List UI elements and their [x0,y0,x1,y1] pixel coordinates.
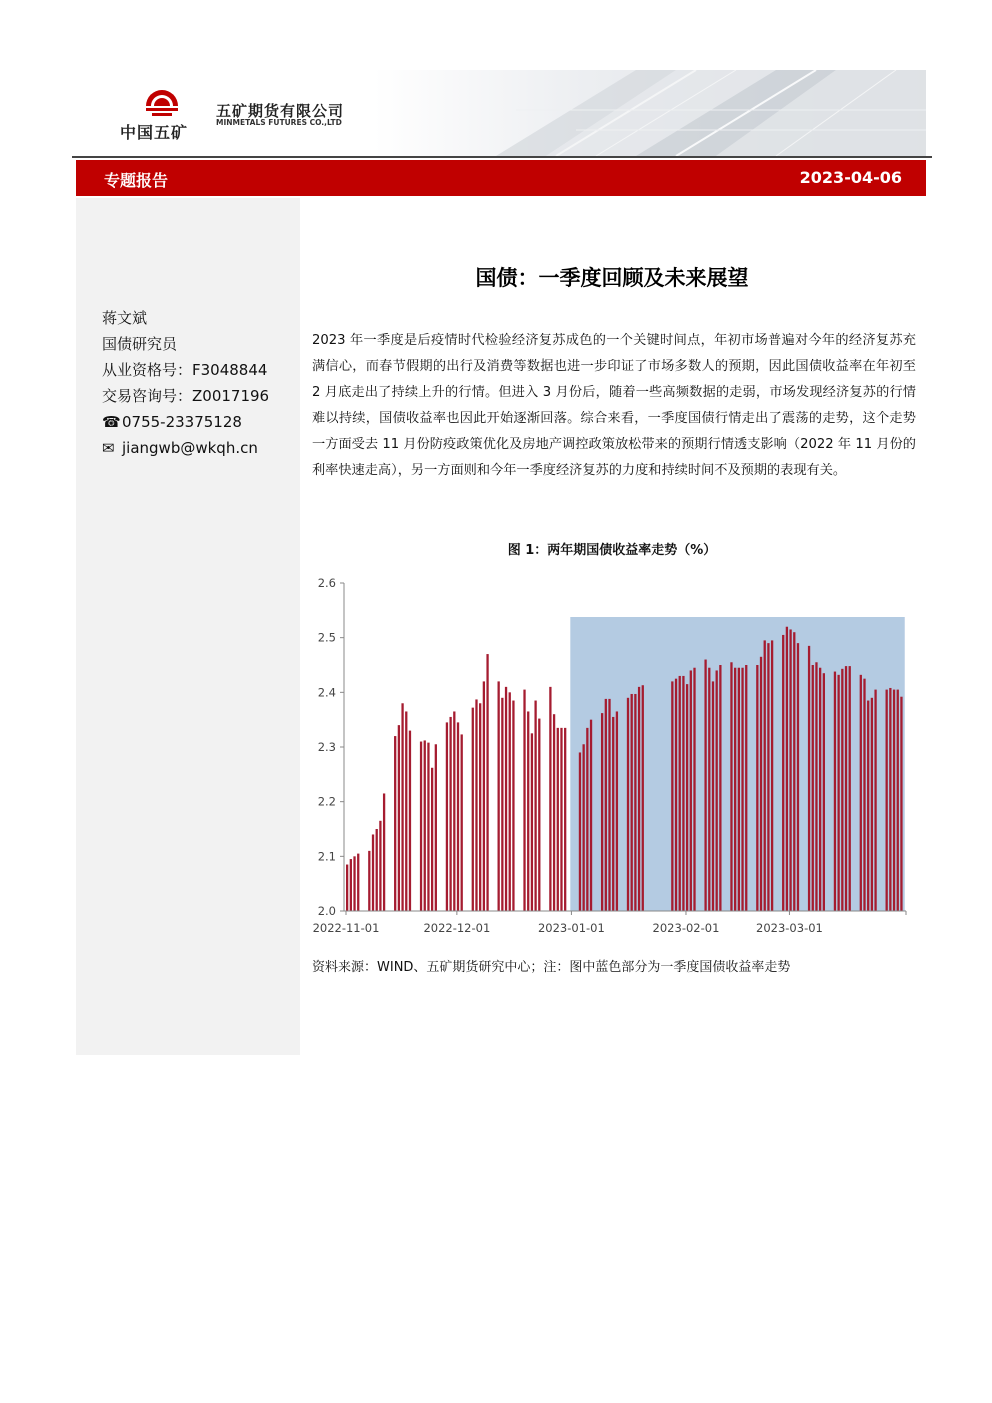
bar [679,676,681,911]
bar [897,690,899,911]
author-name: 蒋文斌 [102,309,148,327]
bar [808,646,810,911]
bar [457,722,459,911]
bar [401,703,403,911]
bar [767,643,769,911]
bar [686,684,688,911]
bar [616,711,618,911]
company-name-en: MINMETALS FUTURES CO.,LTD [216,118,342,127]
bar [405,711,407,911]
bar [716,670,718,911]
figure-title: 图 1：两年期国债收益率走势（%） [507,543,717,558]
bar [461,734,463,911]
bar [350,859,352,911]
bar [708,668,710,911]
phone-icon: ☎ [102,413,121,431]
author-phone-row [102,409,269,435]
bar [357,854,359,911]
bar [449,717,451,911]
bar [486,654,488,911]
figure-source: 资料来源：WIND、五矿期货研究中心；注：图中蓝色部分为一季度国债收益率走势 [312,960,791,975]
bar [738,668,740,911]
report-title: 国债：一季度回顾及未来展望 [475,266,749,290]
bar [712,681,714,911]
bar [560,728,562,911]
bar [834,672,836,911]
bar [501,698,503,911]
bar [849,666,851,911]
report-banner [76,160,926,196]
bar [523,690,525,911]
y-tick-label: 2.3 [317,740,336,754]
header-divider [72,156,932,158]
report-type: 专题报告 [104,171,169,190]
bar [586,728,588,911]
bar [760,657,762,911]
bar [893,690,895,911]
bar [531,733,533,911]
bar [479,703,481,911]
bar [837,675,839,911]
logo-text: 中国五矿 [120,123,189,142]
bar [553,714,555,911]
bar [590,720,592,911]
bar [420,742,422,911]
bar [409,731,411,911]
bar [812,665,814,911]
bar [538,719,540,911]
bar [682,676,684,911]
bar [601,713,603,911]
bar [557,728,559,911]
author-role: 国债研究员 [102,335,178,353]
bar [398,725,400,911]
bar [483,681,485,911]
bar [346,865,348,911]
bar [719,665,721,911]
bar [797,643,799,911]
bar [693,668,695,911]
bar [741,668,743,911]
bar [874,690,876,911]
bar [549,687,551,911]
building-background [76,70,926,156]
bar [372,834,374,911]
plot-area [313,576,906,935]
bar [704,660,706,911]
bar [871,698,873,911]
bar [427,743,429,911]
bar [527,711,529,911]
bar [793,632,795,911]
bar [612,717,614,911]
y-tick-label: 2.2 [317,794,336,809]
bar [789,629,791,911]
bar [583,744,585,911]
x-tick-label: 2022-11-01 [312,921,380,935]
bar [453,711,455,911]
bar [819,668,821,911]
bar [424,740,426,911]
bar [608,699,610,911]
bar [690,670,692,911]
bar [756,665,758,911]
envelope-icon: ✉ [102,439,115,457]
bar [845,666,847,911]
author-email-row [102,435,269,461]
bar [446,722,448,911]
author-info [102,305,269,461]
bar [823,673,825,911]
bar [509,692,511,911]
bar [379,821,381,911]
x-tick-label: 2023-01-01 [537,921,605,935]
author-consulting-id: 交易咨询号：Z0017196 [102,387,270,405]
bar [671,681,673,911]
yield-bar-chart [300,565,920,950]
report-date: 2023-04-06 [799,168,902,187]
bar [383,793,385,911]
bar [745,665,747,911]
bar [605,699,607,911]
bar [505,687,507,911]
author-email[interactable]: jiangwb@wkqh.cn [122,439,258,457]
bar [863,679,865,911]
bar [475,699,477,911]
bar [394,736,396,911]
bar [860,675,862,911]
y-tick-label: 2.1 [317,849,336,864]
bar [786,627,788,911]
company-name-cn: 五矿期货有限公司 [216,102,345,120]
bar [771,640,773,911]
bar [376,829,378,911]
bar [579,752,581,911]
bar [435,744,437,911]
bar [782,635,784,911]
bar [634,694,636,911]
bar [472,708,474,911]
y-tick-label: 2.0 [317,904,336,918]
bar [534,701,536,911]
author-phone: 0755-23375128 [122,413,242,431]
bar [638,687,640,911]
bar [764,640,766,911]
bar [353,856,355,911]
bar [631,694,633,911]
y-tick-label: 2.4 [317,685,336,700]
bar [730,662,732,911]
bar [368,851,370,911]
minmetals-logo-icon [142,84,182,120]
report-paragraph: 2023 年一季度是后疫情时代检验经济复苏成色的一个关键时间点，年初市场普遍对今年的经济复苏充满信心，而春节假期的出行及消费等数据也进一步印证了市场多数人的预期，因此国债收益率在年初至 2 月底走出了持续上升的行情。但进入 3 月份后，随着一些高频数据的走弱，市场发现经济复苏的行情难以持续，国债收益率也因此开始逐渐回落。综合来看，一季度国债行情走出了震荡的走势，这个走势一方面受去 11 月份防疫政策优化及房地产调控政策放松带来的预期行情透支影响（2022 年 11 月份的利率快速走高），另一方面则和今年一季度经济复苏的力度和持续时间不及预期的表现有关。 [312,333,916,478]
x-tick-label: 2023-02-01 [652,921,720,935]
author-qualification: 从业资格号：F3048844 [102,361,268,379]
y-tick-label: 2.5 [317,630,336,645]
bar [734,668,736,911]
bar [900,697,902,911]
bar [675,679,677,911]
bar [642,685,644,911]
bar [627,698,629,911]
bar [867,701,869,911]
y-tick-label: 2.6 [317,576,336,590]
x-tick-label: 2023-03-01 [756,921,823,935]
q1-highlight-region [570,617,904,911]
bar [815,662,817,911]
bar [889,688,891,911]
bar [564,728,566,911]
x-tick-label: 2022-12-01 [423,921,491,935]
report-header [76,70,926,156]
bar [498,681,500,911]
bar [841,669,843,911]
bar [512,701,514,911]
bar [431,768,433,911]
bar [886,690,888,911]
